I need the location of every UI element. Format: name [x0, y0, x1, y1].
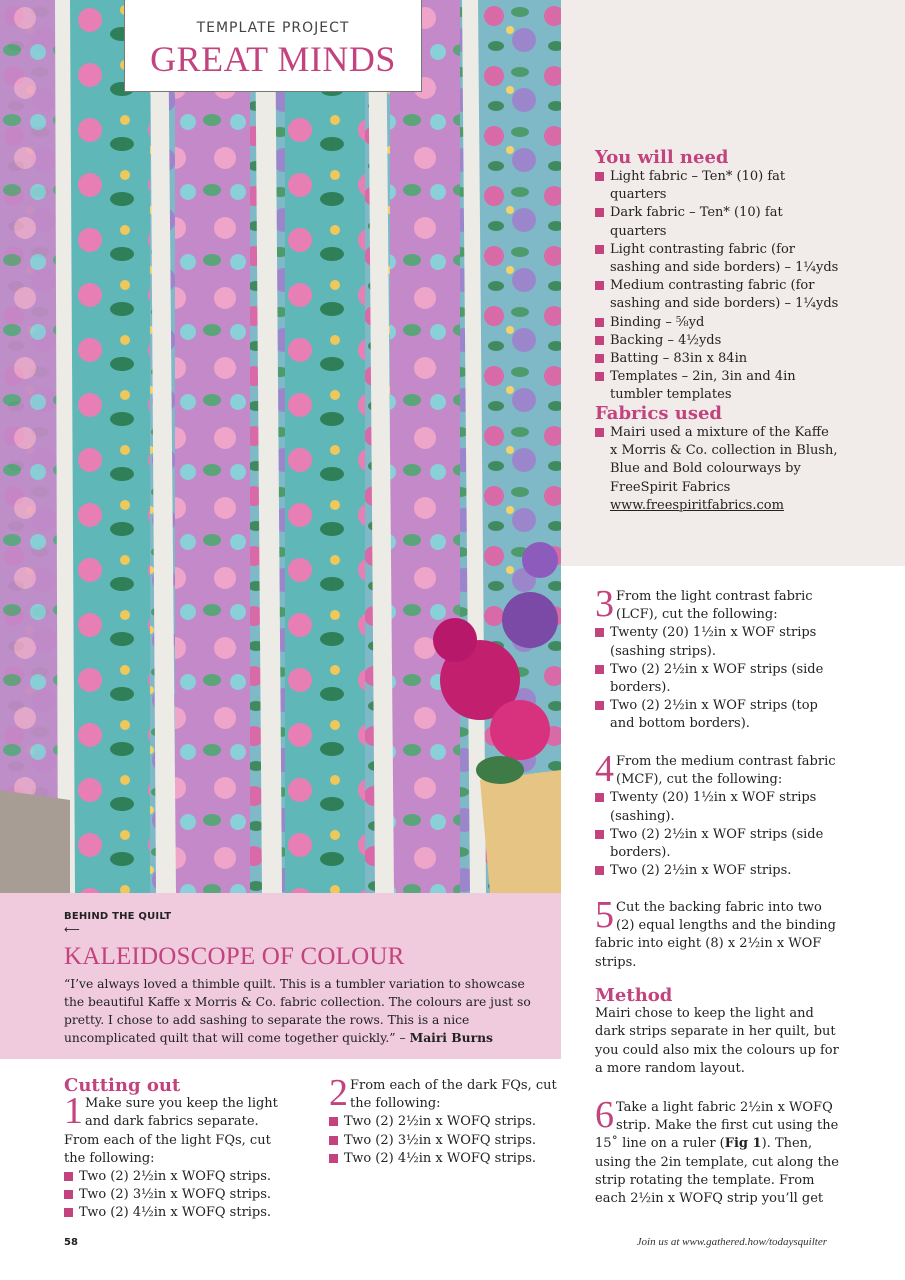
behind-the-quilt-band: [0, 893, 561, 1059]
cutting-out-heading: Cutting out: [64, 1075, 181, 1096]
list-item: Two (2) 3½in x WOFQ strips.: [64, 1186, 294, 1204]
you-will-need-section: [595, 147, 840, 405]
step-number: 4: [595, 748, 614, 790]
quote-text: “I’ve always loved a thimble quilt. This is a tumbler variation to showcase the beautiful Kaffe x Morris & Co. fabric collection. The colours are just so pretty. I chose to add sashing to separate the rows. This is a nice uncomplicated quilt that will come together quickly.” –: [64, 977, 531, 1045]
list-item: Two (2) 2½in x WOF strips.: [595, 862, 840, 880]
step-number: 2: [329, 1072, 348, 1114]
title-box: [124, 0, 422, 92]
step-list: [595, 789, 840, 880]
figure-reference: Fig 1: [724, 1136, 762, 1152]
quilt-photo: [0, 0, 561, 893]
list-item: Backing – 4½yds: [595, 332, 840, 350]
fabrics-text: Mairi used a mixture of the Kaffe x Morris & Co. collection in Blush, Blue and Bold colourways by FreeSpirit Fabrics: [610, 425, 838, 495]
method-step-6: [595, 1094, 840, 1208]
step-list: [64, 1168, 294, 1223]
list-item: Two (2) 4½in x WOFQ strips.: [64, 1204, 294, 1222]
list-item: [595, 424, 840, 515]
cutting-out-step-3: [595, 583, 840, 734]
cutting-out-step-2: [329, 1072, 559, 1168]
step-text: From the light contrast fabric (LCF), cut the following:: [616, 589, 813, 623]
designer-quote: [64, 975, 534, 1047]
cutting-out-step-5: [595, 894, 840, 972]
method-intro: Mairi chose to keep the light and dark strips separate in her quilt, but you could also mix the colours up for a more random layout.: [595, 1006, 839, 1076]
list-item: Two (2) 3½in x WOFQ strips.: [329, 1132, 559, 1150]
behind-title: KALEIDOSCOPE OF COLOUR: [64, 943, 405, 970]
list-item: Twenty (20) 1½in x WOF strips (sashing strips).: [595, 624, 840, 660]
page-number: 58: [64, 1237, 78, 1248]
list-item: Two (2) 2½in x WOF strips (side borders).: [595, 826, 840, 862]
list-item: Binding – ⅝yd: [595, 314, 840, 332]
list-item: Two (2) 2½in x WOFQ strips.: [64, 1168, 294, 1186]
list-item: Two (2) 2½in x WOF strips (top and bottom borders).: [595, 697, 840, 733]
step-text: Make sure you keep the light and dark fabrics separate. From each of the light FQs, cut the following:: [64, 1096, 278, 1166]
cutting-out-step-4: [595, 748, 840, 880]
step-number: 6: [595, 1094, 614, 1136]
list-item: Medium contrasting fabric (for sashing and side borders) – 1¼yds: [595, 277, 840, 313]
method-section: [595, 987, 840, 1078]
list-item: Light contrasting fabric (for sashing and side borders) – 1¼yds: [595, 241, 840, 277]
step-text: From the medium contrast fabric (MCF), cut the following:: [616, 754, 836, 788]
fabrics-link[interactable]: www.freespiritfabrics.com: [610, 497, 784, 513]
list-item: Light fabric – Ten* (10) fat quarters: [595, 168, 840, 204]
quote-author: Mairi Burns: [409, 1030, 493, 1045]
step-text-a: Take a light fabric 2½in x WOFQ strip. Make the first cut using the 15˚ line on a ruler (: [595, 1100, 839, 1152]
list-item: Batting – 83in x 84in: [595, 350, 840, 368]
footer-url: Join us at www.gathered.how/todaysquilter: [636, 1236, 827, 1248]
page-title: GREAT MINDS: [150, 39, 396, 79]
step-list: [595, 624, 840, 733]
you-will-need-heading: You will need: [595, 147, 729, 168]
list-item: Twenty (20) 1½in x WOF strips (sashing).: [595, 789, 840, 825]
step-number: 1: [64, 1090, 83, 1133]
list-item: Templates – 2in, 3in and 4in tumbler templates: [595, 368, 840, 404]
materials-list: [595, 168, 840, 405]
list-item: Two (2) 4½in x WOFQ strips.: [329, 1150, 559, 1168]
behind-label: BEHIND THE QUILT: [64, 911, 172, 922]
step-text: From each of the dark FQs, cut the following:: [350, 1078, 557, 1112]
list-item: Two (2) 2½in x WOFQ strips.: [329, 1113, 559, 1131]
step-list: [329, 1113, 559, 1168]
list-item: Two (2) 2½in x WOF strips (side borders).: [595, 661, 840, 697]
cutting-out-step-1: [64, 1077, 294, 1223]
step-number: 3: [595, 583, 614, 625]
fabrics-used-heading: Fabrics used: [595, 403, 722, 424]
method-heading: Method: [595, 985, 673, 1006]
step-text-b: ). Then, using the 2in template, cut along the strip rotating the template. From each 2½in x WOFQ strip you’ll get: [595, 1136, 839, 1207]
fabrics-list: [595, 424, 840, 515]
section-kicker: TEMPLATE PROJECT: [196, 20, 350, 36]
step-text: Cut the backing fabric into two (2) equal lengths and the binding fabric into eight (8) x 2½in x WOF strips.: [595, 900, 836, 970]
step-number: 5: [595, 894, 614, 936]
fabrics-used-section: [595, 403, 840, 515]
arrow-left-icon: ⟵: [64, 923, 80, 936]
list-item: Dark fabric – Ten* (10) fat quarters: [595, 204, 840, 240]
quilt-illustration: [0, 0, 561, 893]
